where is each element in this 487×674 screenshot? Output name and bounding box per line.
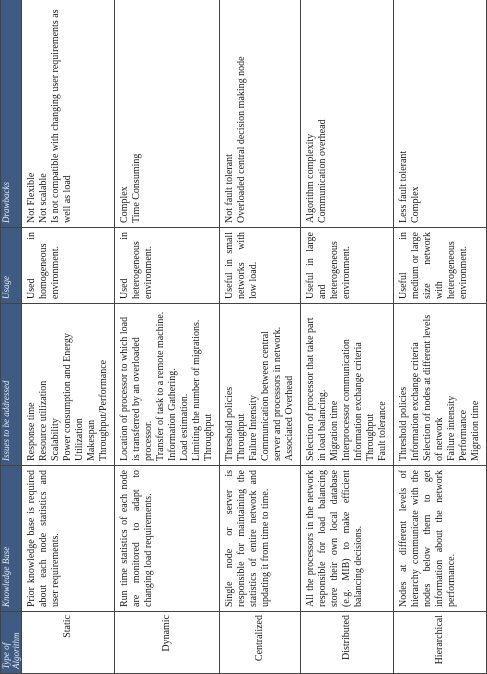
knowledge-base: Nodes at different levels of hierarchy communicate with the nodes below them to get information about the network performance. — [394, 466, 487, 612]
table-row — [394, 0, 487, 674]
issues-cell — [22, 304, 115, 466]
table-row — [115, 0, 220, 674]
header-knowledge: Knowledge Base — [1, 466, 22, 612]
issues-cell — [394, 304, 487, 466]
issue-item: Fault tolerance — [377, 401, 388, 461]
issue-item: Resource utilization — [38, 380, 49, 461]
algorithm-type: Centralized — [220, 612, 301, 674]
drawbacks-cell — [115, 0, 220, 228]
issue-item: Migration time — [470, 400, 481, 461]
table-row — [22, 0, 115, 674]
issue-item: Failure intensity — [446, 395, 457, 461]
issue-item: Threshold policies — [224, 386, 235, 461]
issue-item: Failure Intensity — [248, 395, 259, 461]
issue-item: Response time — [26, 402, 37, 461]
algorithm-type: Distributed — [301, 612, 394, 674]
issue-item: Throughput — [203, 413, 214, 461]
header-issues: Issues to be addressed — [1, 304, 22, 466]
issue-item: Information Gathering. — [167, 368, 178, 461]
usage: Useful in medium or large size network with heterogeneous environment. — [394, 228, 487, 304]
algorithm-type: Static — [22, 612, 115, 674]
issue-item: Interprocessor communication — [341, 339, 352, 461]
algorithm-type: Dynamic — [115, 612, 220, 674]
issue-item: Information exchange criteria — [410, 342, 421, 461]
issue-item: Throughput/Performance — [98, 359, 109, 461]
issue-item: Threshold policies — [398, 386, 409, 461]
issue-item: Selection of nodes at different levels of network — [422, 314, 445, 461]
issue-item: Communication between central server and processors in network. — [260, 326, 283, 461]
drawback-item: Algorithm complexity — [305, 133, 316, 223]
issues-cell — [115, 304, 220, 466]
drawback-item: Time Consuming — [131, 153, 142, 223]
drawback-item: Communication overhead — [317, 119, 328, 223]
issue-item: Scalability — [50, 418, 61, 461]
drawbacks-cell — [220, 0, 301, 228]
knowledge-base: Single node or server is responsible for maintaining the statistics of entire network and updating it from time to time. — [220, 466, 301, 612]
issue-item: Location of processor to which load is transferred by an overloaded processor. — [119, 316, 154, 461]
algorithm-type: Hierarchical — [394, 612, 487, 674]
issues-cell — [220, 304, 301, 466]
drawback-item: Overloaded central decision making node — [236, 56, 247, 223]
header-type: Type of Algorithm — [1, 612, 22, 674]
table-row — [301, 0, 394, 674]
knowledge-base: All the processors in the network responsible for load balancing store their own local database (e.g. MIB) to make efficient balancing decisions. — [301, 466, 394, 612]
issue-item: Load estimation. — [179, 393, 190, 461]
drawback-item: Complex — [119, 186, 130, 223]
drawback-item: Not Flexible — [26, 172, 37, 223]
table-row — [220, 0, 301, 674]
issues-cell — [301, 304, 394, 466]
issue-item: Migration time — [329, 400, 340, 461]
header-usage: Usage — [1, 228, 22, 304]
drawback-item: Not fault tolerant — [224, 154, 235, 223]
drawback-item: Is not compatible with changing user requirements as well as load — [50, 9, 73, 223]
usage: Useful in small networks with low load. — [220, 228, 301, 304]
header-row — [1, 0, 22, 674]
drawbacks-cell — [394, 0, 487, 228]
drawbacks-cell — [301, 0, 394, 228]
issue-item: Performance — [458, 409, 469, 461]
usage: Useful in large and heterogeneous environment. — [301, 228, 394, 304]
drawback-item: Less fault tolerant — [398, 150, 409, 223]
issue-item: Throughput — [236, 413, 247, 461]
knowledge-base: Run time statistics of each node are monitored to adapt to changing load requirements. — [115, 466, 220, 612]
usage: Used in homogeneous environment. — [22, 228, 115, 304]
issue-item: Makespan — [86, 419, 97, 461]
issue-item: Throughput — [365, 413, 376, 461]
drawback-item: Complex — [410, 186, 421, 223]
issue-item: Transfer of task to a remote machine. — [155, 311, 166, 461]
knowledge-base: Prior knowledge base is required about each node statistics and user requirements. — [22, 466, 115, 612]
issue-item: Associated Overhead — [284, 375, 295, 461]
drawback-item: Not scalable — [38, 173, 49, 223]
issue-item: Selection of processor that take part in load balancing. — [305, 317, 328, 461]
header-drawbacks: Drawbacks — [1, 0, 22, 228]
drawbacks-cell — [22, 0, 115, 228]
usage: Used in heterogeneous environment. — [115, 228, 220, 304]
issue-item: Limiting the number of migrations. — [191, 319, 202, 461]
issue-item: Power consumption and Energy Utilization — [62, 333, 85, 461]
issue-item: Information exchange criteria — [353, 342, 364, 461]
